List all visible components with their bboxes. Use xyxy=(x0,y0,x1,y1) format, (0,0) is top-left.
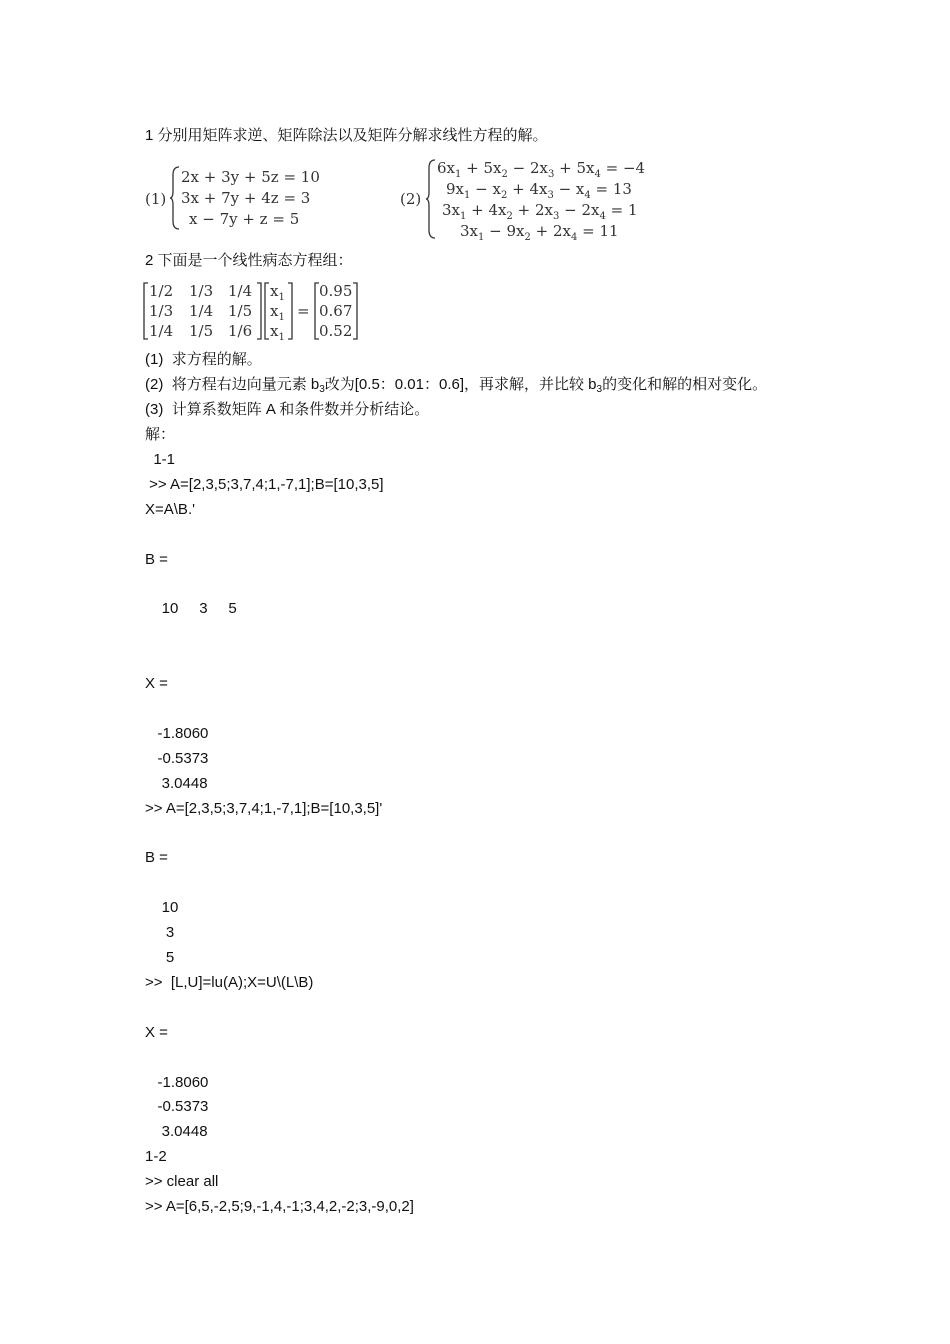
solution-line: -0.5373 xyxy=(145,1098,209,1116)
solution-line: 3 xyxy=(145,924,175,942)
x-vector-entry: $x_1$ xyxy=(270,302,285,323)
system2-row-1: $6x_1 + 5x_2 - 2x_3 + 5x_4 = -4$ xyxy=(437,159,646,180)
matrix-equation xyxy=(143,282,363,343)
solution-line: >> A=[6,5,-2,5;9,-1,4,-1;3,4,2,-2;3,-9,0,2] xyxy=(145,1198,414,1215)
matrix-cell: 1/2 xyxy=(149,282,174,300)
equation-system-2 xyxy=(400,156,660,242)
system1-row-2: 3x + 7y + 4z = 3 xyxy=(181,189,311,207)
left-brace-icon xyxy=(169,165,181,231)
equation-system-1 xyxy=(145,165,325,235)
equals-sign: = xyxy=(297,302,310,320)
matrix-cell: 1/4 xyxy=(149,322,174,340)
matrix-cell: 1/6 xyxy=(228,322,253,340)
matrix-cell: 1/4 xyxy=(189,302,214,320)
b-vector-entry: 0.67 xyxy=(319,302,353,320)
solution-line: 1-2 xyxy=(145,1148,167,1166)
matrix-cell: 1/4 xyxy=(228,282,253,300)
solution-line: B = xyxy=(145,849,168,867)
system2-row-3: $3x_1 + 4x_2 + 2x_3 - 2x_4 = 1$ xyxy=(442,201,638,222)
solution-line: >> A=[2,3,5;3,7,4;1,-7,1];B=[10,3,5] xyxy=(145,475,384,493)
system2-row-4: $3x_1 - 9x_2 + 2x_4 = 11$ xyxy=(460,222,619,243)
problem2-item-3: (3) 计算系数矩阵 A 和条件数并分析结论。 xyxy=(145,401,430,418)
system2-row-2: $9x_1 - x_2 + 4x_3 - x_4 = 13$ xyxy=(446,180,632,201)
bracket-icon xyxy=(287,282,293,340)
matrix-cell: 1/5 xyxy=(189,322,214,340)
solution-line: X=A\B.' xyxy=(145,500,195,518)
solution-line: X = xyxy=(145,675,168,693)
matrix-cell: 1/3 xyxy=(189,282,214,300)
solution-line: 5 xyxy=(145,949,175,966)
b-vector-entry: 0.52 xyxy=(319,322,353,340)
b-vector-entry: 0.95 xyxy=(319,282,353,300)
problem2-item-1: (1) 求方程的解。 xyxy=(145,351,262,368)
solution-label: 解： xyxy=(145,426,176,443)
solution-line: 10 xyxy=(145,899,179,917)
system2-label: (2) xyxy=(400,190,422,208)
solution-line: >> clear all xyxy=(145,1173,219,1191)
solution-line: >> [L,U]=lu(A);X=U\(L\B) xyxy=(145,973,314,991)
solution-line: 10 3 5 xyxy=(145,600,237,618)
system1-row-3: x − 7y + z = 5 xyxy=(189,210,300,228)
solution-line: 1-1 xyxy=(145,451,176,468)
problem2-intro: 2 下面是一个线性病态方程组： xyxy=(145,252,353,269)
solution-line: 3.0448 xyxy=(145,1123,208,1141)
problem1-intro: 1 分别用矩阵求逆、矩阵除法以及矩阵分解求线性方程的解。 xyxy=(145,127,548,144)
solution-line: >> A=[2,3,5;3,7,4;1,-7,1];B=[10,3,5]' xyxy=(145,799,383,817)
solution-line: -1.8060 xyxy=(145,1073,209,1091)
solution-line: 3.0448 xyxy=(145,774,208,792)
x-vector-entry: $x_1$ xyxy=(270,282,285,303)
problem2-item-2: (2) 将方程右边向量元素 $b_3$改为[0.5：0.01：0.6]，再求解，并比较 $b_3$的变化和解的相对变化。 xyxy=(145,376,768,395)
solution-line: X = xyxy=(145,1023,168,1041)
solution-line: -1.8060 xyxy=(145,724,209,742)
solution-line: B = xyxy=(145,550,168,568)
matrix-cell: 1/5 xyxy=(228,302,253,320)
bracket-icon xyxy=(256,282,262,340)
solution-line: -0.5373 xyxy=(145,749,209,767)
matrix-cell: 1/3 xyxy=(149,302,174,320)
system1-row-1: 2x + 3y + 5z = 10 xyxy=(181,168,320,186)
bracket-icon xyxy=(352,282,358,340)
left-brace-icon xyxy=(425,158,437,240)
system1-label: (1) xyxy=(145,190,167,208)
x-vector-entry: $x_1$ xyxy=(270,322,285,343)
